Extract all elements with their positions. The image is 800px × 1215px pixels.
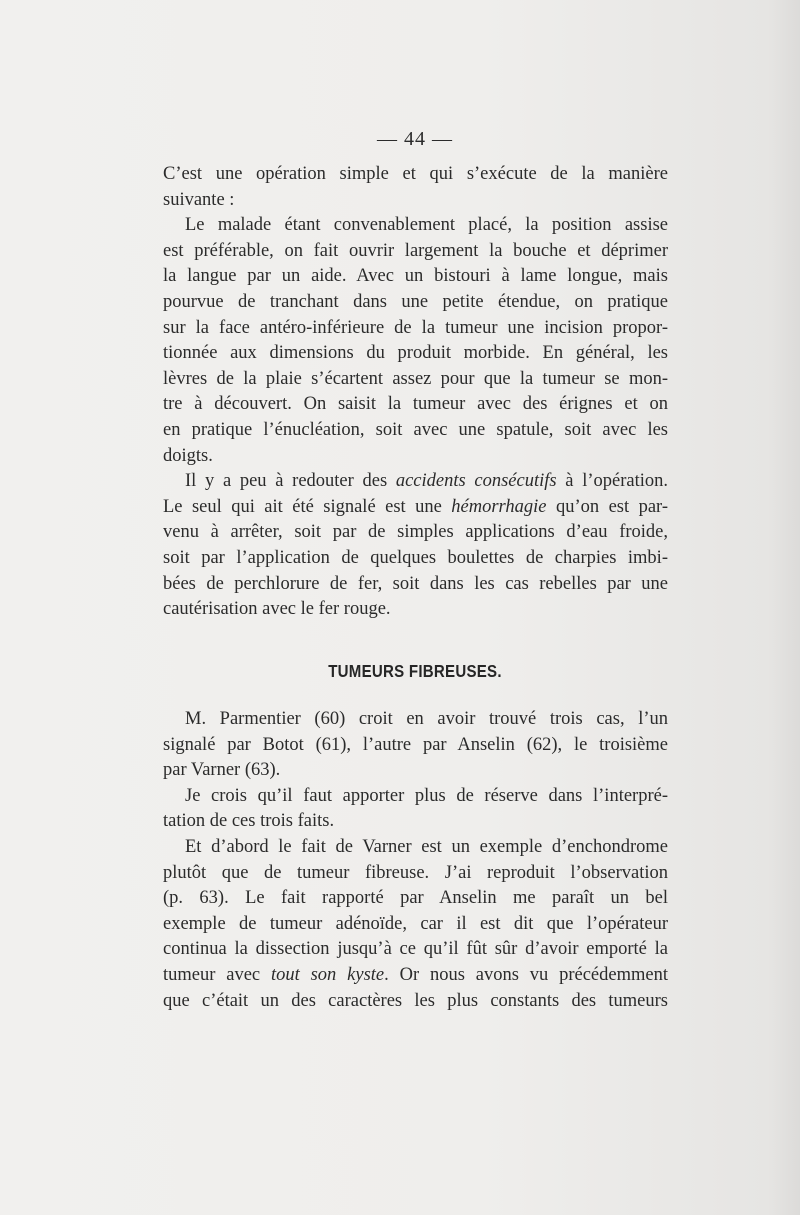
text-line: Le malade étant convenablement placé, la position assise [185,215,668,236]
text-line: la langue par un aide. Avec un bistouri à lame longue, mais [163,266,668,287]
paragraph [163,213,668,469]
text-line: exemple de tumeur adénoïde, car il est dit que l’opérateur [163,913,668,934]
text-line: doigts. [163,445,213,466]
text-line: soit par l’application de quelques boulettes de charpies imbi- [163,547,668,568]
text-line [163,495,668,521]
paragraph [163,784,668,835]
text-run: à l’opération. [556,471,668,492]
paragraph [163,469,668,623]
text-line: tation de ces trois faits. [163,811,335,832]
text-run: . Or nous avons vu précédemment [384,964,668,985]
text-line: pourvue de tranchant dans une petite étendue, on pratique [163,291,668,312]
text-block-fibrous-tumors [163,707,668,1014]
text-line: cautérisation avec le fer rouge. [163,599,391,620]
text-line: tionnée aux dimensions du produit morbide. En général, les [163,343,668,364]
text-line: C’est une opération simple et qui s’exécute de la manière [163,164,668,184]
text-line: M. Parmentier (60) croit en avoir trouvé trois cas, l’un [185,709,668,729]
paragraph [163,162,668,213]
text-line: est préférable, on fait ouvrir largement la bouche et déprimer [163,240,668,261]
text-line: par Varner (63). [163,760,281,781]
text-line: sur la face antéro-inférieure de la tumeur une incision propor- [163,317,668,338]
page-number: — 44 — [377,128,453,150]
text-line: Et d’abord le fait de Varner est un exemple d’enchondrome [185,836,668,857]
italic-term: hémorrhagie [451,496,547,517]
text-run: Le seul qui ait été signalé est une [163,496,452,517]
text-line: lèvres de la plaie s’écartent assez pour que la tumeur se mon- [163,368,668,389]
text-run: qu’on est par- [546,496,669,517]
text-run: tumeur avec [163,964,271,985]
text-line: en pratique l’énucléation, soit avec une spatule, soit avec les [163,419,668,440]
paragraph [163,707,668,784]
italic-term: accidents consécutifs [395,471,557,492]
text-line [163,963,668,989]
text-line: Je crois qu’il faut apporter plus de réserve dans l’interpré- [185,785,668,806]
text-line: venu à arrêter, soit par de simples applications d’eau froide, [163,522,668,543]
text-line: (p. 63). Le fait rapporté par Anselin me paraît un bel [163,888,668,909]
text-line: suivante : [163,189,235,210]
section-heading: TUMEURS FIBREUSES. [328,661,502,681]
text-block-operation [163,162,668,623]
text-line: plutôt que de tumeur fibreuse. J’ai reproduit l’observation [163,862,668,883]
text-line: continua la dissection jusqu’à ce qu’il fût sûr d’avoir emporté la [163,939,668,960]
italic-term: tout son kyste [270,964,385,985]
text-line: bées de perchlorure de fer, soit dans les cas rebelles par une [163,573,668,594]
paragraph [163,835,668,1014]
text-run: Il y a peu à redouter des [185,471,396,492]
text-line: tre à découvert. On saisit la tumeur avec des érignes et on [163,394,668,415]
text-line: signalé par Botot (61), l’autre par Anselin (62), le troisième [163,734,668,755]
text-line [163,469,668,495]
text-line: que c’était un des caractères les plus constants des tumeurs [163,990,668,1011]
